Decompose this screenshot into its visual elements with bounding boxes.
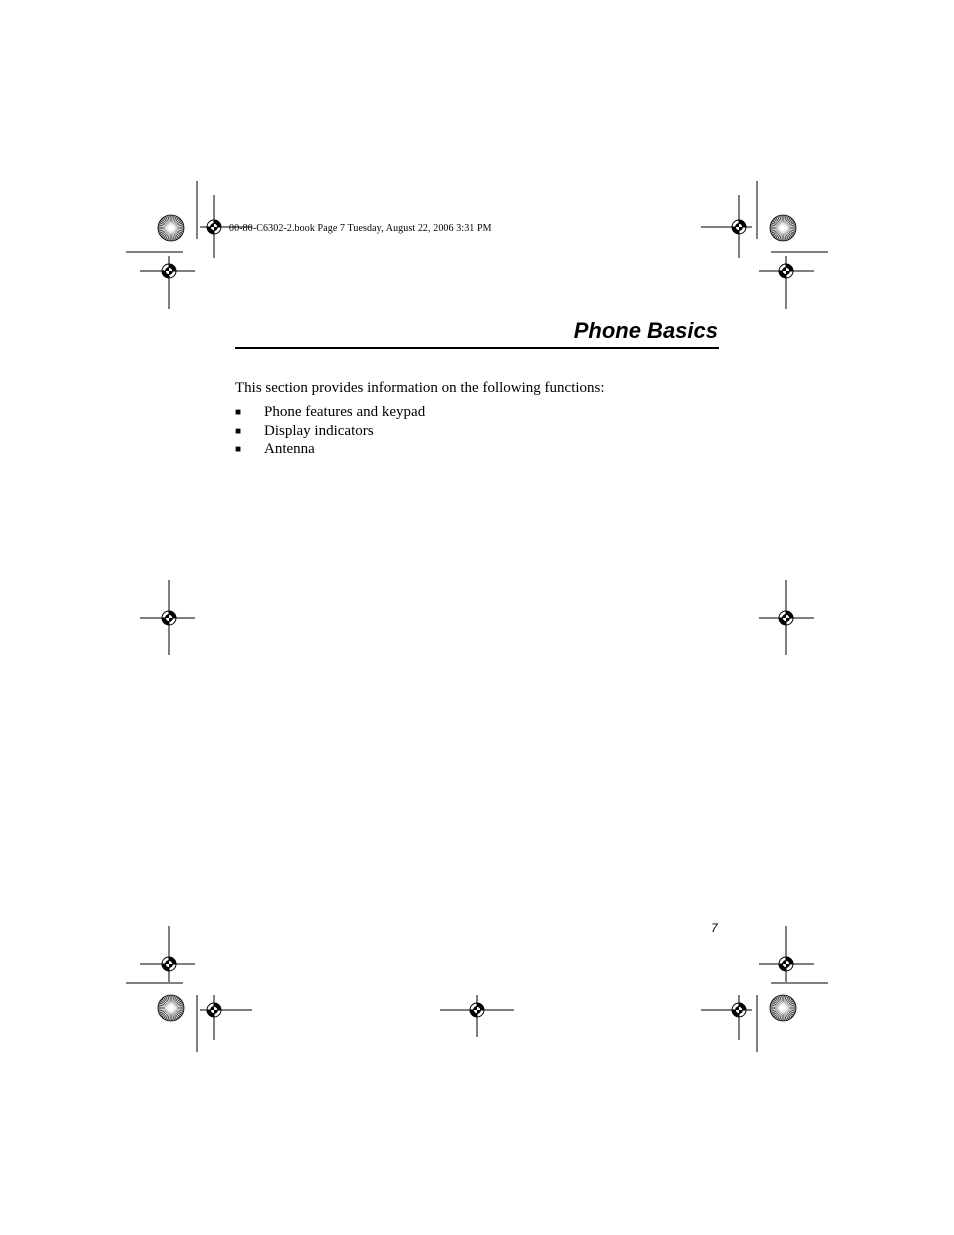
list-item [235, 422, 425, 441]
crosshair-target-icon [162, 611, 176, 625]
crosshair-target-icon [162, 957, 176, 971]
bullet-icon: ■ [235, 444, 242, 455]
crosshair-target-icon [779, 264, 793, 278]
crosshair-target-icon [779, 611, 793, 625]
list-item-text: Display indicators [264, 422, 374, 439]
intro-text: This section provides information on the following functions: [235, 380, 605, 396]
bullet-icon: ■ [235, 407, 242, 418]
crosshair-target-icon [162, 264, 176, 278]
title-rule [235, 347, 719, 349]
list-item [235, 403, 425, 422]
crosshair-target-icon [779, 957, 793, 971]
section-title: Phone Basics [573, 318, 718, 343]
starburst-target-icon [158, 215, 184, 241]
crosshair-target-icon [732, 1003, 746, 1017]
crosshair-target-icon [207, 1003, 221, 1017]
bullet-icon: ■ [235, 425, 242, 437]
crosshair-target-icon [470, 1003, 484, 1017]
list-item-text: Antenna [264, 441, 315, 457]
list-item [235, 440, 425, 459]
starburst-target-icon [770, 995, 796, 1021]
crosshair-target-icon [207, 220, 221, 234]
file-slug: 00-80-C6302-2.book Page 7 Tuesday, August 22, 2006 3:31 PM [229, 223, 492, 234]
starburst-target-icon [770, 215, 796, 241]
crosshair-target-icon [732, 220, 746, 234]
list-item-text: Phone features and keypad [264, 404, 426, 420]
function-list [235, 403, 425, 459]
page-number: 7 [711, 921, 718, 935]
starburst-target-icon [158, 995, 184, 1021]
